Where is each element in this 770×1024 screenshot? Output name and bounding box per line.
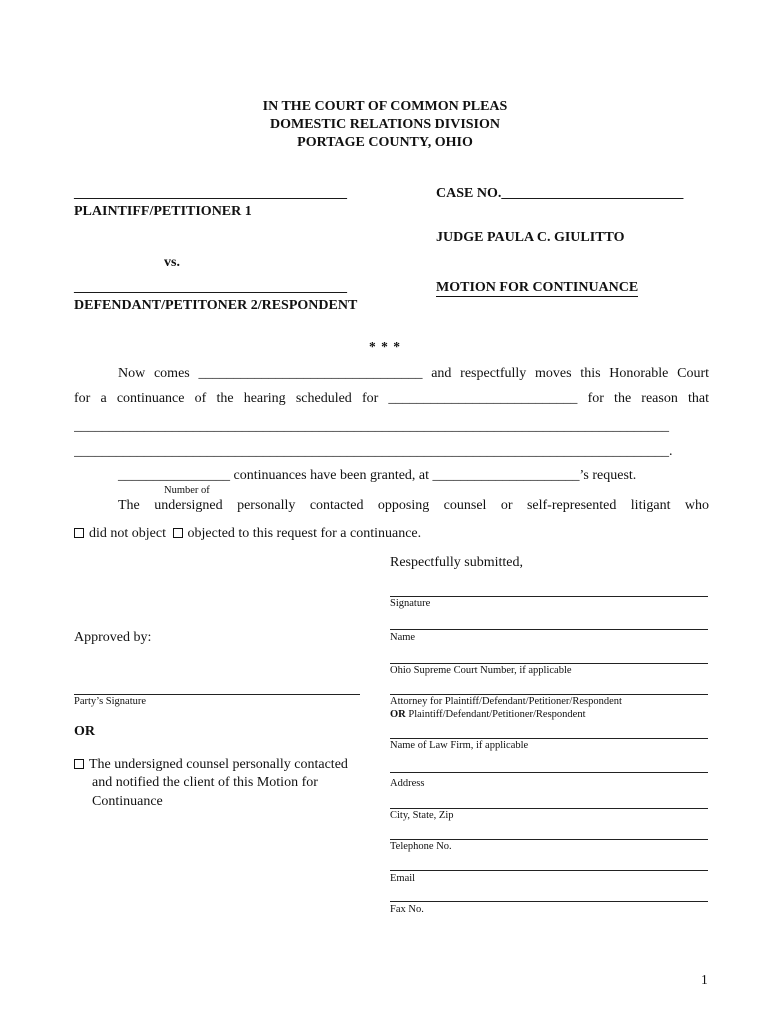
role-options: Plaintiff/Defendant/Petitioner/Respondent — [405, 709, 586, 720]
court-name: IN THE COURT OF COMMON PLEAS — [262, 99, 508, 114]
telephone-caption: Telephone No. — [390, 841, 452, 852]
approved-by-label: Approved by: — [74, 630, 152, 645]
did-not-object-checkbox[interactable] — [74, 528, 84, 538]
objection-options — [74, 526, 421, 542]
reason-line-1[interactable]: _____________________________________________________________________________________ — [74, 419, 669, 434]
name-caption: Name — [390, 632, 416, 643]
section-separator: * * * — [369, 339, 401, 354]
counsel-contacted-line3: Continuance — [92, 794, 163, 809]
motion-title: MOTION FOR CONTINUANCE — [436, 280, 639, 295]
fax-caption: Fax No. — [390, 904, 424, 915]
supreme-court-number-line[interactable] — [390, 663, 708, 664]
signature-line[interactable] — [390, 596, 708, 597]
telephone-line[interactable] — [390, 839, 708, 840]
motion-intro-line[interactable]: Now comes ________________________________ and respectfully moves this Honorable Court — [118, 366, 709, 381]
supreme-court-number-caption: Ohio Supreme Court Number, if applicable — [390, 665, 572, 676]
page-number: 1 — [701, 972, 708, 987]
email-caption: Email — [390, 873, 416, 884]
did-not-object-label: did not object — [89, 526, 166, 541]
objected-label: objected to this request for a continuance. — [187, 526, 422, 541]
plaintiff-blank[interactable]: _______________________________________ — [74, 186, 347, 201]
address-line[interactable] — [390, 772, 708, 773]
address-caption: Address — [390, 778, 425, 789]
plaintiff-label: PLAINTIFF/PETITIONER 1 — [74, 204, 252, 219]
law-firm-caption: Name of Law Firm, if applicable — [390, 740, 529, 751]
party-role-line[interactable] — [390, 694, 708, 695]
party-signature-caption: Party’s Signature — [74, 696, 147, 707]
or-word: OR — [390, 709, 406, 720]
continuances-line[interactable]: ________________ continuances have been granted, at _____________________’s request. — [118, 468, 637, 483]
name-line[interactable] — [390, 629, 708, 630]
city-state-zip-caption: City, State, Zip — [390, 810, 454, 821]
attorney-role-caption: Attorney for Plaintiff/Defendant/Petitioner/Respondent — [390, 696, 622, 707]
versus-label: vs. — [164, 255, 180, 270]
division-name: DOMESTIC RELATIONS DIVISION — [269, 117, 500, 132]
counsel-contacted-line2: and notified the client of this Motion for — [92, 775, 318, 790]
reason-line-2[interactable]: _____________________________________________________________________________________. — [74, 444, 673, 459]
judge-name: JUDGE PAULA C. GIULITTO — [436, 230, 625, 245]
defendant-blank[interactable]: _______________________________________ — [74, 280, 347, 295]
city-state-zip-line[interactable] — [390, 808, 708, 809]
county-name: PORTAGE COUNTY, OHIO — [297, 135, 473, 150]
or-divider: OR — [74, 724, 95, 739]
case-number-field[interactable]: CASE NO.__________________________ — [436, 186, 684, 201]
self-represented-role-caption — [390, 709, 585, 720]
counsel-contacted-line1: The undersigned counsel personally contacted — [89, 757, 348, 772]
defendant-label: DEFENDANT/PETITONER 2/RESPONDENT — [74, 298, 358, 313]
law-firm-line[interactable] — [390, 738, 708, 739]
email-line[interactable] — [390, 870, 708, 871]
hearing-date-line[interactable]: for a continuance of the hearing scheduled for ___________________________ for the reason that — [74, 391, 709, 406]
contact-statement: The undersigned personally contacted opposing counsel or self-represented litigant who — [118, 498, 709, 513]
signature-caption: Signature — [390, 598, 431, 609]
respectfully-submitted: Respectfully submitted, — [390, 555, 523, 570]
party-signature-line[interactable] — [74, 694, 360, 695]
objected-checkbox[interactable] — [173, 528, 183, 538]
fax-line[interactable] — [390, 901, 708, 902]
counsel-contacted-checkbox[interactable] — [74, 759, 84, 769]
number-of-caption: Number of — [164, 485, 210, 496]
